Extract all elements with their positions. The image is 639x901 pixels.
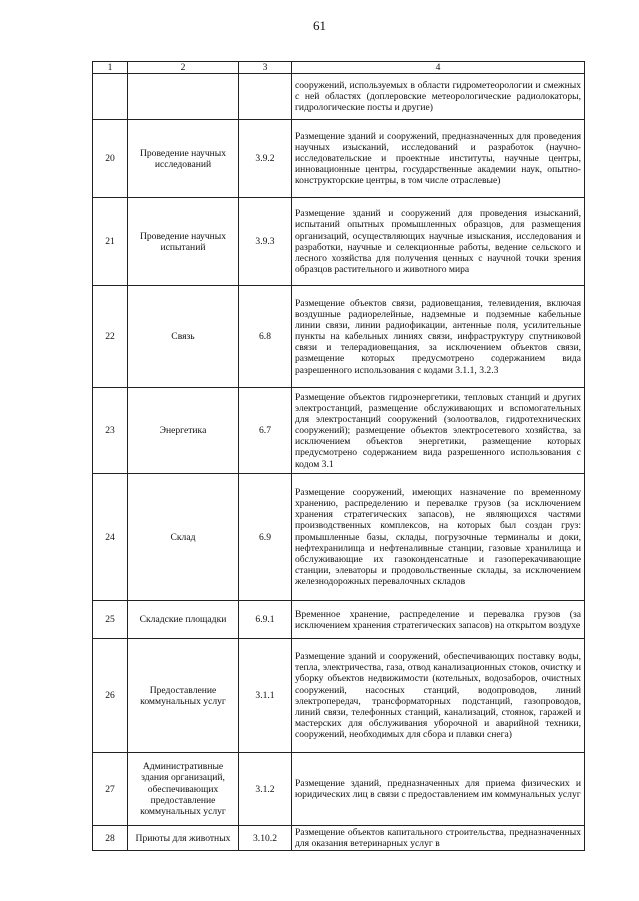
- use-type-name: Проведение научных испытаний: [128, 198, 239, 286]
- use-type-description: Размещение зданий, предназначенных для приема физических и юридических лиц в связи с предоставлением им коммунальных услуг: [292, 753, 585, 826]
- use-type-name: Административные здания организаций, обеспечивающих предоставление коммунальных услуг: [128, 753, 239, 826]
- use-type-name: Энергетика: [128, 388, 239, 474]
- use-type-description: Размещение объектов гидроэнергетики, тепловых станций и других электростанций, размещение обслуживающих и вспомогательных для электростанций сооружений (золоотвалов, гидротехнических сооружений); размещение объектов электросетевого хозяйства, за исключением объектов энергетики, размещение которых предусмотрено содержанием вида разрешенного использования с кодом 3.1: [292, 388, 585, 474]
- use-type-description: Временное хранение, распределение и перевалка грузов (за исключением хранения стратегических запасов) на открытом воздухе: [292, 601, 585, 639]
- table-row: [93, 120, 585, 198]
- use-type-code: 6.7: [239, 388, 292, 474]
- use-type-code: 6.8: [239, 286, 292, 388]
- row-number: 20: [93, 120, 128, 198]
- column-header-name: 2: [128, 62, 239, 74]
- table-header-row: [93, 62, 585, 74]
- use-type-code: 6.9: [239, 474, 292, 601]
- use-type-description: Размещение зданий и сооружений для проведения изысканий, испытаний опытных промышленных образцов, для размещения организаций, осуществляющих научные изыскания, исследования и разработки, научные и селекционные работы, ведение сельского и лесного хозяйства для получения ценных с научной точки зрения образцов растительного и животного мира: [292, 198, 585, 286]
- use-type-description: сооружений, используемых в области гидрометеорологии и смежных с ней областях (доплеровские метеорологические радиолокаторы, гидрологические посты и другие): [292, 74, 585, 120]
- table-row: [93, 639, 585, 753]
- use-type-code: 3.9.2: [239, 120, 292, 198]
- table-row: [93, 286, 585, 388]
- row-number: 25: [93, 601, 128, 639]
- use-type-code: [239, 74, 292, 120]
- row-number: 22: [93, 286, 128, 388]
- column-header-description: 4: [292, 62, 585, 74]
- use-type-name: Проведение научных исследований: [128, 120, 239, 198]
- use-type-name: [128, 74, 239, 120]
- use-type-code: 6.9.1: [239, 601, 292, 639]
- row-number: 24: [93, 474, 128, 601]
- row-number: [93, 74, 128, 120]
- table-row: [93, 198, 585, 286]
- table-row: [93, 74, 585, 120]
- column-header-code: 3: [239, 62, 292, 74]
- use-type-name: Склад: [128, 474, 239, 601]
- use-type-description: Размещение сооружений, имеющих назначение по временному хранению, распределению и перевалке грузов (за исключением хранения стратегических запасов), не являющихся частями производственных комплексов, на которых был создан груз: промышленные базы, склады, погрузочные терминалы и доки, нефтехранилища и нефтеналивные станции, газовые хранилища и обслуживающие их газоконденсатные и газоперекачивающие станции, элеваторы и продовольственные склады, за исключением железнодорожных перевалочных складов: [292, 474, 585, 601]
- use-type-code: 3.10.2: [239, 826, 292, 851]
- table-row: [93, 388, 585, 474]
- use-type-description: Размещение объектов капитального строительства, предназначенных для оказания ветеринарных услуг в: [292, 826, 585, 851]
- row-number: 27: [93, 753, 128, 826]
- row-number: 26: [93, 639, 128, 753]
- table-row: [93, 753, 585, 826]
- use-type-name: Приюты для животных: [128, 826, 239, 851]
- use-type-description: Размещение объектов связи, радиовещания, телевидения, включая воздушные радиорелейные, надземные и подземные кабельные линии связи, линии радиофикации, антенные поля, усилительные пункты на кабельных линиях связи, инфраструктуру спутниковой связи и телерадиовещания, за исключением объектов связи, размещение которых предусмотрено содержанием вида разрешенного использования с кодами 3.1.1, 3.2.3: [292, 286, 585, 388]
- table-row: [93, 601, 585, 639]
- use-type-description: Размещение зданий и сооружений, предназначенных для проведения научных изысканий, исследований и разработок (научно-исследовательские и проектные институты, научные центры, инновационные центры, государственные академии наук, опытно-конструкторские центры, в том числе отраслевые): [292, 120, 585, 198]
- row-number: 23: [93, 388, 128, 474]
- table-row: [93, 474, 585, 601]
- use-type-description: Размещение зданий и сооружений, обеспечивающих поставку воды, тепла, электричества, газа, отвод канализационных стоков, очистку и уборку объектов недвижимости (котельных, водозаборов, очистных сооружений, насосных станций, водопроводов, линий электропередач, трансформаторных подстанций, газопроводов, линий связи, телефонных станций, канализаций, стоянок, гаражей и мастерских для обслуживания уборочной и аварийной техники, сооружений, необходимых для сбора и плавки снега): [292, 639, 585, 753]
- row-number: 21: [93, 198, 128, 286]
- land-use-table: [92, 61, 585, 851]
- use-type-name: Связь: [128, 286, 239, 388]
- row-number: 28: [93, 826, 128, 851]
- use-type-code: 3.1.1: [239, 639, 292, 753]
- use-type-code: 3.1.2: [239, 753, 292, 826]
- use-type-name: Предоставление коммунальных услуг: [128, 639, 239, 753]
- use-type-name: Складские площадки: [128, 601, 239, 639]
- table-row: [93, 826, 585, 851]
- column-header-number: 1: [93, 62, 128, 74]
- use-type-code: 3.9.3: [239, 198, 292, 286]
- page-number: 61: [313, 18, 326, 33]
